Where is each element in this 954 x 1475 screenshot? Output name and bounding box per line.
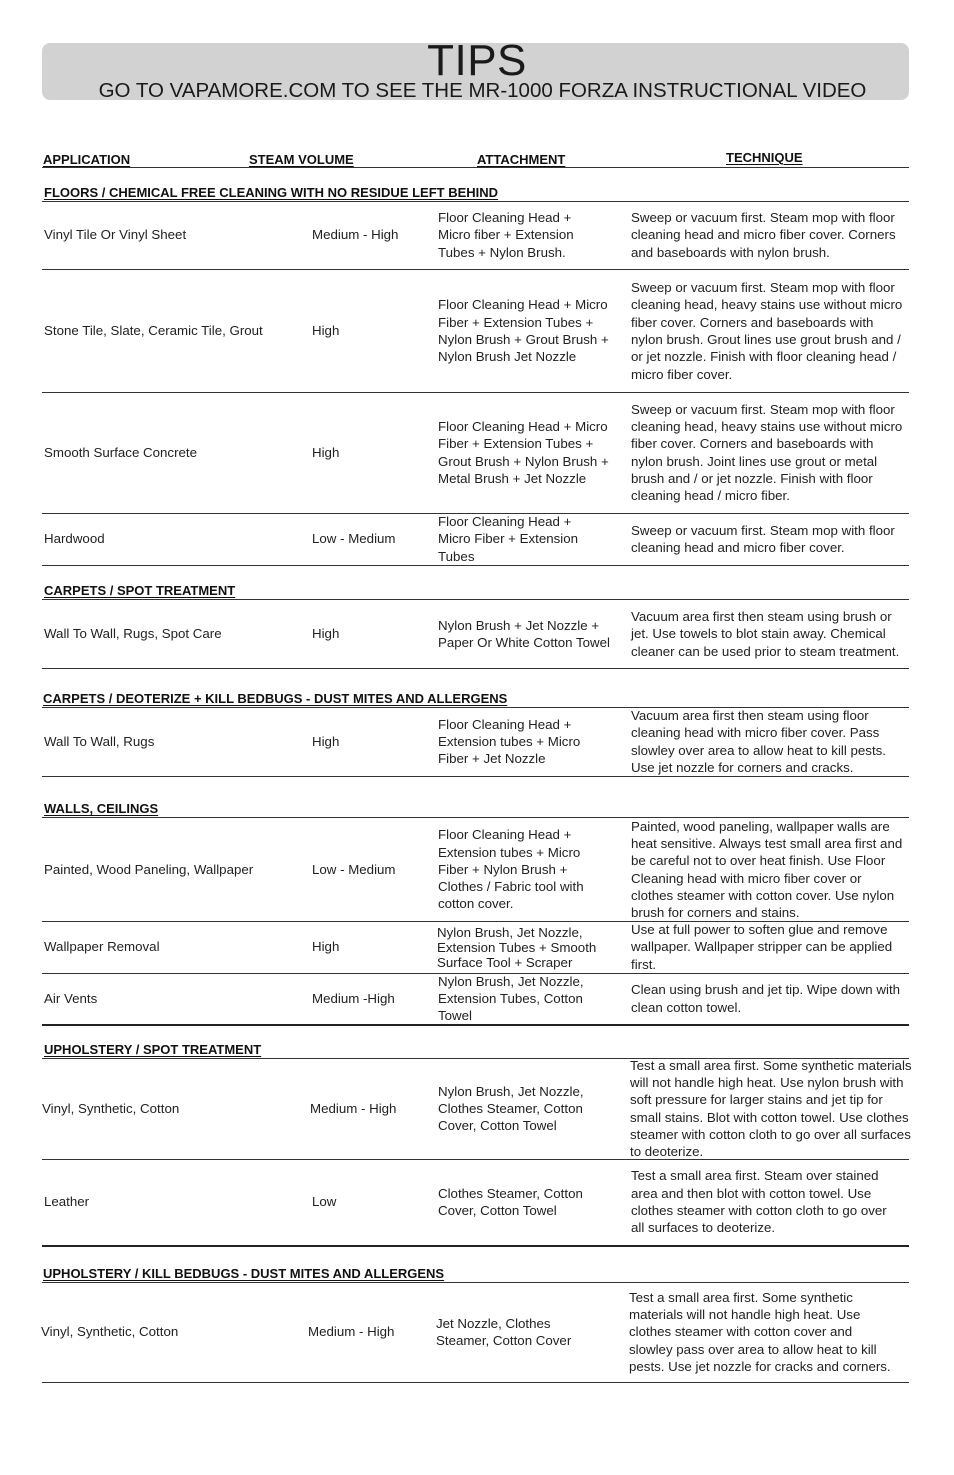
divider [42,1245,909,1247]
cell-steam-volume: Low [312,1194,337,1210]
page-title: TIPS [427,36,527,85]
cell-technique: Vacuum area first then steam using floor cleaning head with micro fiber cover. Pass slowley over area to allow heat to kill pests. Use jet nozzle for corners and cracks. [631,707,886,775]
cell-steam-volume: Medium - High [308,1324,395,1340]
cell-application: Leather [44,1194,90,1210]
cell-attachment: Floor Cleaning Head + Extension tubes + Micro Fiber + Nylon Brush + Clothes / Fabric tool with cotton cover. [438,827,584,912]
cell-attachment: Jet Nozzle, Clothes Steamer, Cotton Cover [436,1315,572,1348]
cell-technique: Test a small area first. Steam over stained area and then blot with cotton towel. Use clothes steamer with cotton cloth to go over all surfaces to deoterize. [631,1168,887,1236]
cell-steam-volume: Medium - High [312,227,399,243]
section-title-walls: WALLS, CEILINGS [44,801,159,816]
cell-attachment: Clothes Steamer, Cotton Cover, Cotton Towel [438,1185,583,1218]
cell-technique: Painted, wood paneling, wallpaper walls are heat sensitive. Always test small area first and be careful not to over heat finish. Use Floor Cleaning head with micro fiber cover or clothes steamer with cotton cover. Use nylon brush for corners and stains. [631,818,903,921]
cell-attachment: Nylon Brush + Jet Nozzle + Paper Or White Cotton Towel [438,617,610,650]
cell-application: Painted, Wood Paneling, Wallpaper [44,861,254,877]
page-subtitle: GO TO VAPAMORE.COM TO SEE THE MR-1000 FORZA INSTRUCTIONAL VIDEO [98,79,867,102]
cell-technique: Sweep or vacuum first. Steam mop with floor cleaning head and micro fiber cover. [631,522,895,555]
section-title-carpets-spot: CARPETS / SPOT TREATMENT [44,583,236,598]
divider [42,565,909,566]
divider [42,1024,909,1026]
section-title-floors: FLOORS / CHEMICAL FREE CLEANING WITH NO RESIDUE LEFT BEHIND [44,185,499,200]
table-row [0,1058,954,1159]
cell-attachment: Nylon Brush, Jet Nozzle, Extension Tubes, Cotton Towel [438,973,584,1024]
cell-application: Vinyl, Synthetic, Cotton [42,1100,180,1116]
table-row [0,818,954,921]
table-row [0,1159,954,1245]
cell-technique: Use at full power to soften glue and remove wallpaper. Wallpaper stripper can be applied first. [631,922,893,972]
divider [42,668,909,669]
table-row [0,393,954,512]
cell-technique: Test a small area first. Some synthetic materials will not handle high heat. Use nylon brush with soft pressure for larger stains and jet tip for small stains. Blot with cotton towel. Use clothes steamer with cotton cloth to go over all surfaces to deoterize. [630,1057,912,1160]
cell-steam-volume: Low - Medium [312,531,396,547]
section-title-carpets-deoterize: CARPETS / DEOTERIZE + KILL BEDBUGS - DUST MITES AND ALLERGENS [43,691,508,706]
table-row [0,1282,954,1382]
table-row [0,513,954,565]
cell-technique: Sweep or vacuum first. Steam mop with floor cleaning head, heavy stains use without micro fiber cover. Corners and baseboards with nylon brush. Joint lines use grout or metal brush and / or jet nozzle. Finish with floor cleaning head / micro fiber. [631,401,903,504]
column-header-application: APPLICATION [43,152,131,167]
cell-steam-volume: Medium - High [310,1100,397,1116]
cell-steam-volume: High [312,323,340,339]
column-header-technique: TECHNIQUE [726,150,803,165]
cell-steam-volume: High [312,939,340,955]
column-header-steam-volume: STEAM VOLUME [249,152,354,167]
cell-attachment: Nylon Brush, Jet Nozzle, Extension Tubes + Smooth Surface Tool + Scraper [437,924,597,970]
cell-technique: Sweep or vacuum first. Steam mop with floor cleaning head, heavy stains use without micro fiber cover. Corners and baseboards with nylon brush. Grout lines use grout brush and / or jet nozzle. Finish with floor cleaning head / micro fiber cover. [631,280,903,382]
cell-application: Wall To Wall, Rugs [44,733,155,749]
divider [42,1382,909,1383]
cell-attachment: Floor Cleaning Head + Micro Fiber + Extension Tubes + Grout Brush + Nylon Brush + Metal Brush + Jet Nozzle [438,418,609,486]
cell-application: Stone Tile, Slate, Ceramic Tile, Grout [44,323,263,339]
cell-steam-volume: High [312,444,340,460]
cell-technique: Vacuum area first then steam using brush or jet. Use towels to blot stain away. Chemical cleaner can be used prior to steam treatment. [631,609,900,659]
cell-technique: Clean using brush and jet tip. Wipe down with clean cotton towel. [631,982,901,1015]
table-row [0,922,954,972]
cell-steam-volume: Medium -High [312,990,395,1006]
header-divider [42,167,909,168]
cell-application: Air Vents [44,990,98,1006]
cell-application: Vinyl Tile Or Vinyl Sheet [44,227,187,243]
cell-steam-volume: High [312,626,340,642]
table-row [0,202,954,268]
cell-steam-volume: Low - Medium [312,861,396,877]
section-title-upholstery-spot: UPHOLSTERY / SPOT TREATMENT [44,1042,262,1057]
table-row [0,270,954,392]
cell-application: Vinyl, Synthetic, Cotton [41,1324,179,1340]
cell-attachment: Floor Cleaning Head + Micro Fiber + Extension Tubes + Nylon Brush + Grout Brush + Nylon Brush Jet Nozzle [438,297,609,365]
cell-attachment: Floor Cleaning Head + Extension tubes + Micro Fiber + Jet Nozzle [438,716,581,767]
cell-application: Wall To Wall, Rugs, Spot Care [44,626,222,642]
cell-application: Hardwood [44,531,105,547]
section-title-upholstery-bedbugs: UPHOLSTERY / KILL BEDBUGS - DUST MITES AND ALLERGENS [43,1266,445,1281]
cell-application: Smooth Surface Concrete [44,444,197,460]
table-row [0,973,954,1024]
cell-technique: Sweep or vacuum first. Steam mop with floor cleaning head and micro fiber cover. Corners and baseboards with nylon brush. [631,210,896,260]
cell-steam-volume: High [312,733,340,749]
cell-attachment: Floor Cleaning Head + Micro fiber + Extension Tubes + Nylon Brush. [438,210,574,260]
cell-attachment: Floor Cleaning Head + Micro Fiber + Extension Tubes [438,514,579,564]
cell-attachment: Nylon Brush, Jet Nozzle, Clothes Steamer, Cotton Cover, Cotton Towel [438,1083,584,1134]
cell-application: Wallpaper Removal [44,939,160,955]
divider [42,776,909,777]
cell-technique: Test a small area first. Some synthetic materials will not handle high heat. Use clothes steamer with cotton cover and slowley pass over area to allow heat to kill pests. Use jet nozzle for cracks and corners. [629,1289,891,1374]
table-row [0,708,954,775]
table-row [0,600,954,668]
column-header-attachment: ATTACHMENT [477,152,566,167]
